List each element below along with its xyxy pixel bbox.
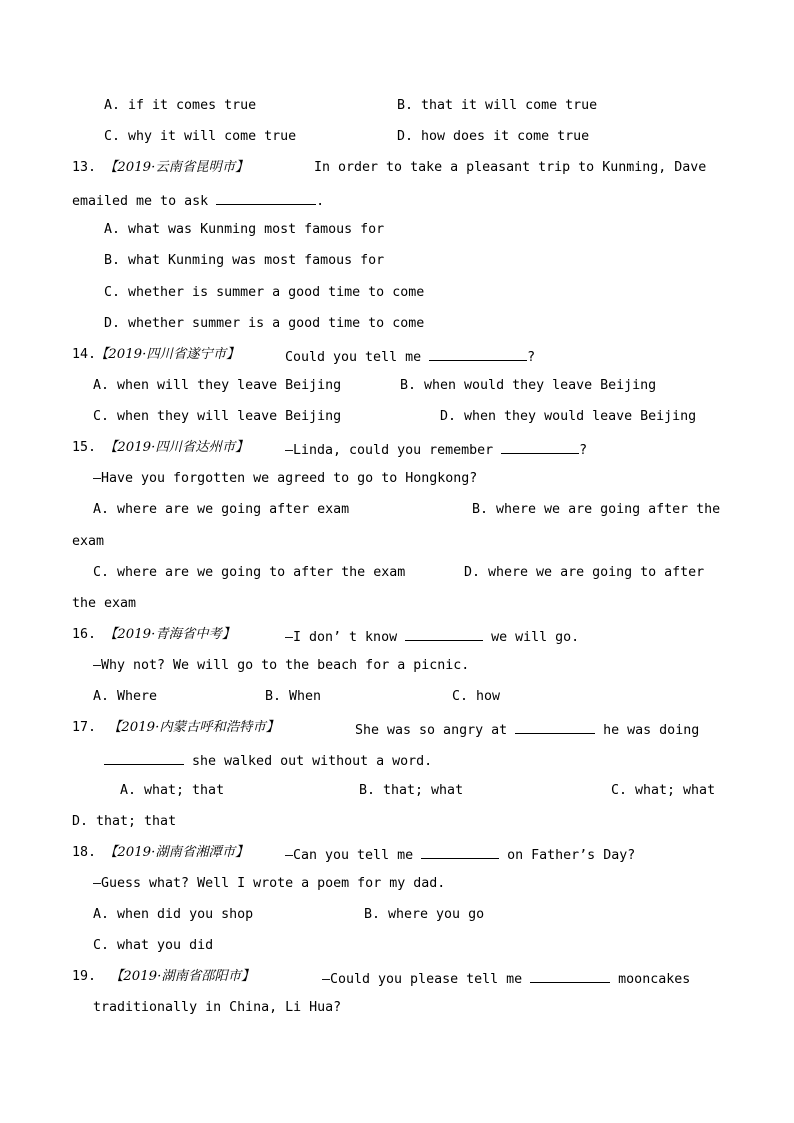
q16-option-a[interactable]: A. Where: [93, 689, 158, 704]
q12-option-b[interactable]: B. that it will come true: [397, 98, 598, 113]
q13-stem: In order to take a pleasant trip to Kunming, Dave: [314, 160, 707, 175]
answer-blank: [421, 845, 499, 859]
q14-option-b[interactable]: B. when would they leave Beijing: [400, 378, 657, 393]
q13-source-tag: 【2019·云南省昆明市】: [104, 160, 249, 175]
q17-stem-line: [355, 720, 699, 739]
q16-stem-line: [285, 627, 579, 646]
q12-option-d[interactable]: D. how does it come true: [397, 129, 590, 144]
q13-stem-line2: [72, 191, 324, 210]
q15-option-b[interactable]: B. where we are going after the: [472, 502, 721, 517]
answer-blank: [429, 347, 527, 361]
q17-option-a[interactable]: A. what; that: [120, 783, 225, 798]
q14-number: 14.: [72, 347, 97, 362]
q15-stem: —Linda, could you remember: [285, 443, 494, 458]
q18-source-tag: 【2019·湖南省湘潭市】: [104, 845, 249, 860]
q17-source-tag: 【2019·内蒙古呼和浩特市】: [108, 720, 280, 735]
q16-option-c[interactable]: C. how: [452, 689, 501, 704]
q18-option-b[interactable]: B. where you go: [364, 907, 485, 922]
q15-option-b-wrap[interactable]: exam: [72, 534, 105, 549]
q16-reply: —Why not? We will go to the beach for a picnic.: [93, 658, 470, 673]
q15-option-d[interactable]: D. where we are going to after: [464, 565, 705, 580]
q18-number: 18.: [72, 845, 97, 860]
q14-option-c[interactable]: C. when they will leave Beijing: [93, 409, 342, 424]
q17-option-b[interactable]: B. that; what: [359, 783, 464, 798]
q14-stem: Could you tell me: [285, 350, 422, 365]
q15-stem-end: ?: [579, 443, 588, 458]
answer-blank: [515, 720, 595, 734]
q18-option-c[interactable]: C. what you did: [93, 938, 214, 953]
q16-number: 16.: [72, 627, 97, 642]
q19-stem-line2: traditionally in China, Li Hua?: [93, 1000, 342, 1015]
q14-stem-end: ?: [527, 350, 536, 365]
q18-option-a[interactable]: A. when did you shop: [93, 907, 254, 922]
q19-source-tag: 【2019·湖南省邵阳市】: [110, 969, 255, 984]
q15-option-d-wrap[interactable]: the exam: [72, 596, 137, 611]
answer-blank: [405, 627, 483, 641]
q13-option-b[interactable]: B. what Kunming was most famous for: [104, 253, 385, 268]
q17-stem-line2: [104, 751, 432, 770]
q16-stem-end: we will go.: [491, 630, 580, 645]
q16-source-tag: 【2019·青海省中考】: [104, 627, 236, 642]
q17-stem2-end: she walked out without a word.: [192, 754, 433, 769]
answer-blank: [501, 440, 579, 454]
q15-source-tag: 【2019·四川省达州市】: [104, 440, 249, 455]
q15-stem-line: [285, 440, 587, 459]
q19-stem-line: [322, 969, 690, 988]
q17-option-d[interactable]: D. that; that: [72, 814, 177, 829]
q14-option-d[interactable]: D. when they would leave Beijing: [440, 409, 697, 424]
q19-stem-end: mooncakes: [618, 972, 691, 987]
answer-blank: [216, 191, 316, 205]
q17-stem-end: he was doing: [603, 723, 700, 738]
q15-option-a[interactable]: A. where are we going after exam: [93, 502, 350, 517]
q17-number: 17.: [72, 720, 97, 735]
q12-option-a[interactable]: A. if it comes true: [104, 98, 257, 113]
q19-stem: —Could you please tell me: [322, 972, 523, 987]
q17-option-c[interactable]: C. what; what: [611, 783, 716, 798]
q12-option-c[interactable]: C. why it will come true: [104, 129, 297, 144]
q18-stem: —Can you tell me: [285, 848, 414, 863]
q16-option-b[interactable]: B. When: [265, 689, 322, 704]
q13-option-a[interactable]: A. what was Kunming most famous for: [104, 222, 385, 237]
q14-source-tag: 【2019·四川省遂宁市】: [95, 347, 240, 362]
q18-stem-end: on Father’s Day?: [507, 848, 636, 863]
q13-option-c[interactable]: C. whether is summer a good time to come: [104, 285, 425, 300]
q16-stem: —I don’ t know: [285, 630, 398, 645]
q17-stem: She was so angry at: [355, 723, 508, 738]
q18-reply: —Guess what? Well I wrote a poem for my dad.: [93, 876, 446, 891]
q13-stem-text: emailed me to ask: [72, 194, 209, 209]
answer-blank: [104, 751, 184, 765]
q15-number: 15.: [72, 440, 97, 455]
q18-stem-line: [285, 845, 635, 864]
q13-stem-end: .: [316, 194, 325, 209]
q14-option-a[interactable]: A. when will they leave Beijing: [93, 378, 342, 393]
q14-stem-line: [285, 347, 535, 366]
q13-option-d[interactable]: D. whether summer is a good time to come: [104, 316, 425, 331]
q15-option-c[interactable]: C. where are we going to after the exam: [93, 565, 406, 580]
answer-blank: [530, 969, 610, 983]
q19-number: 19.: [72, 969, 97, 984]
q15-reply: —Have you forgotten we agreed to go to Hongkong?: [93, 471, 478, 486]
q13-number: 13.: [72, 160, 97, 175]
